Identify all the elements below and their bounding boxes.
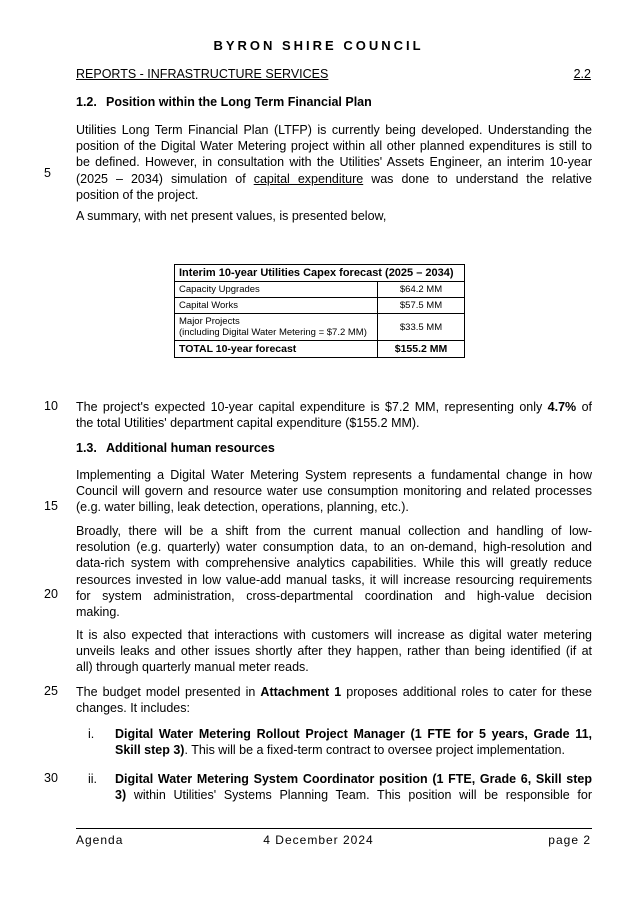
paragraph-customers: It is also expected that interactions with customers will increase as digital water metering unveils leaks and other issues shortly after they happen, rather than being identified (if at all) through quarterly manual meter reads. (76, 628, 592, 675)
paragraph-implementing: Implementing a Digital Water Metering System represents a fundamental change in how Council will govern and resource water use consumption monitoring and related processes (e.g. water billing, leak detection, operations, planning, etc.). (76, 468, 592, 515)
table-row: Major Projects (including Digital Water Metering = $7.2 MM) $33.5 MM (175, 314, 465, 341)
table-total-row: TOTAL 10-year forecast $155.2 MM (175, 341, 465, 358)
footer-agenda: Agenda (76, 833, 124, 847)
section-heading-1-3 (76, 441, 275, 455)
line-number: 5 (44, 166, 51, 180)
table-row: Capital Works $57.5 MM (175, 298, 465, 314)
text-line: position of the Digital Water Metering project within all other planned expenditures is still to (76, 139, 592, 154)
paragraph-budget-model: The budget model presented in Attachment 1 proposes additional roles to cater for these changes. It includes: (76, 685, 592, 716)
table-title: Interim 10-year Utilities Capex forecast (2025 – 2034) (175, 265, 465, 282)
report-category: REPORTS - INFRASTRUCTURE SERVICES (76, 67, 329, 81)
capex-forecast-table (174, 264, 465, 358)
footer-page-number: page 2 (548, 833, 591, 847)
table-row: Capacity Upgrades $64.2 MM (175, 282, 465, 298)
list-item: ii. Digital Water Metering System Coordinator position (1 FTE, Grade 6, Skill step 3) within Utilities' Systems Planning Team. This position will be responsible for (88, 772, 592, 803)
line-number: 15 (44, 499, 58, 513)
paragraph-ltfp (76, 122, 592, 203)
section-title: Additional human resources (106, 441, 275, 455)
capex-link-text: capital expenditure (253, 171, 364, 186)
section-heading-1-2 (76, 95, 372, 109)
text-line: be defined. However, in consultation with the Utilities' Assets Engineer, an interim 10-year (76, 155, 592, 170)
section-number: 1.2. (76, 95, 97, 109)
footer-divider (76, 828, 592, 829)
line-number: 30 (44, 771, 58, 785)
section-title: Position within the Long Term Financial Plan (106, 95, 372, 109)
list-item: i. Digital Water Metering Rollout Project Manager (1 FTE for 5 years, Grade 11, Skill step 3). This will be a fixed-term contract to oversee project implementation. (88, 727, 592, 758)
section-number: 1.3. (76, 441, 97, 455)
item-number: 2.2 (573, 67, 591, 81)
line-number: 20 (44, 587, 58, 601)
paragraph-summary: A summary, with net present values, is presented below, (76, 209, 387, 223)
text-line: position of the project. (76, 187, 199, 202)
footer-date: 4 December 2024 (263, 833, 374, 847)
text-line: (2025 – 2034) simulation of capital expenditure was done to understand the relative (76, 171, 592, 186)
paragraph-expected-capex: The project's expected 10-year capital expenditure is $7.2 MM, representing only 4.7% of the total Utilities' department capital expenditure ($155.2 MM). (76, 400, 592, 431)
line-number: 10 (44, 399, 58, 413)
council-name: BYRON SHIRE COUNCIL (213, 38, 424, 53)
text-line: Utilities Long Term Financial Plan (LTFP) is currently being developed. Understanding the (76, 123, 592, 137)
paragraph-broadly: Broadly, there will be a shift from the current manual collection and handling of low- resolution (e.g. quarterly) water consumption data, to an on-demand, high-resolution and data-rich system with comprehensive analytics capabilities. While this will greatly reduce resources invested in low value-add manual tasks, it will increase resourcing requirements for system administration, cross-departmental coordination and high-value decision making. (76, 524, 592, 620)
line-number: 25 (44, 684, 58, 698)
attachment-reference: Attachment 1 (260, 685, 342, 699)
